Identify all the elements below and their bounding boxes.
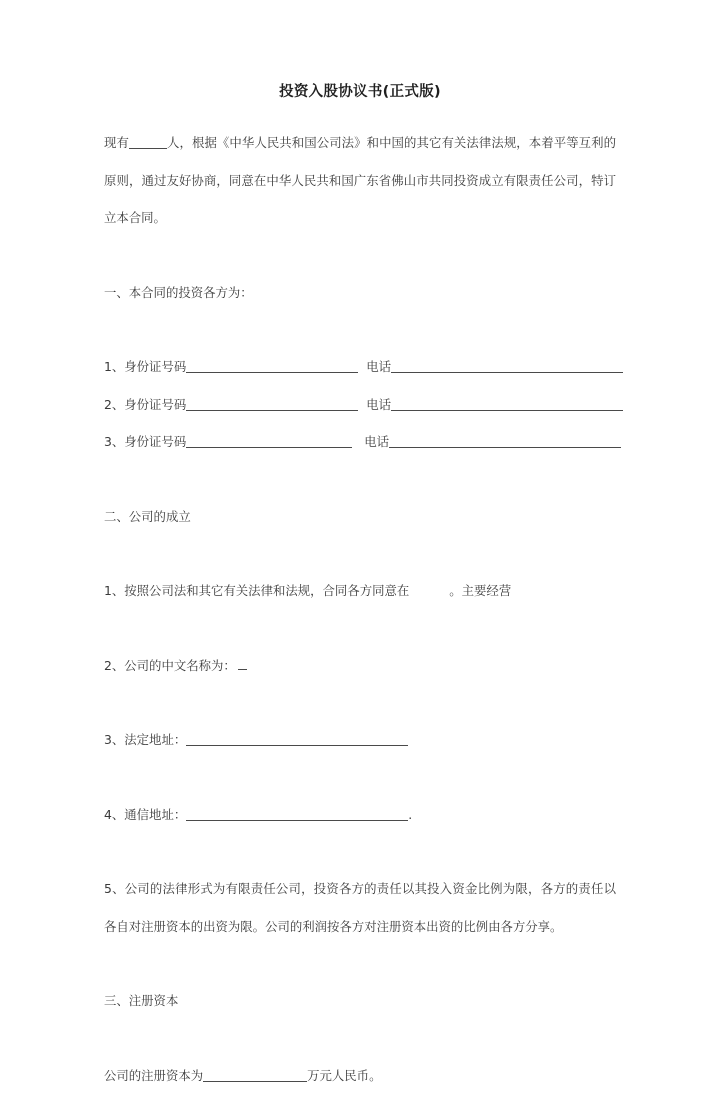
spacer — [104, 684, 616, 721]
mailing-address-blank[interactable] — [186, 808, 408, 821]
section-three-heading: 三、注册资本 — [104, 993, 179, 1009]
item-1-text-after: 。主要经营 — [449, 583, 512, 599]
id-number-blank-2[interactable] — [186, 398, 358, 411]
party-count-blank[interactable] — [129, 137, 167, 150]
spacer — [104, 610, 616, 647]
capital-text-after: 万元人民币。 — [307, 1067, 382, 1083]
party-index-2: 2、 — [104, 396, 125, 412]
id-label-3: 身份证号码 — [124, 434, 187, 450]
phone-blank-1[interactable] — [391, 361, 623, 374]
section-two-item-5: 5、公司的法律形式为有限责任公司，投资各方的责任以其投入资金比例为限，各方的责任以各自对注册资本的出资为限。公司的利润按各方对注册资本出资的比例由各方分享。 — [104, 881, 616, 934]
phone-blank-3[interactable] — [389, 436, 621, 449]
intro-text-before-blank: 现有 — [104, 135, 129, 151]
id-number-blank-3[interactable] — [186, 436, 352, 449]
spacer — [104, 759, 616, 796]
legal-address-blank[interactable] — [186, 734, 408, 747]
registered-capital-blank[interactable] — [203, 1069, 307, 1082]
legal-address-label: 3、法定地址： — [104, 732, 187, 748]
section-two-item-2 — [104, 647, 616, 685]
registered-capital-line — [104, 1057, 616, 1094]
id-label-1: 身份证号码 — [124, 359, 187, 375]
phone-label-3: 电话 — [364, 434, 390, 450]
page-title: 投资入股协议书(正式版) — [279, 84, 441, 100]
party-row-1 — [104, 348, 616, 386]
company-name-blank[interactable] — [238, 660, 247, 670]
phone-blank-2[interactable] — [391, 398, 623, 411]
phone-label-2: 电话 — [366, 396, 392, 412]
section-two-item-4 — [104, 796, 616, 834]
section-two-item-1 — [104, 572, 616, 610]
id-label-2: 身份证号码 — [124, 396, 187, 412]
mailing-address-suffix: . — [408, 806, 413, 822]
party-index-1: 1、 — [104, 359, 125, 375]
intro-text-after-blank: 人，根据《中华人民共和国公司法》和中国的其它有关法律法规，本着平等互利的原则，通过友好协商，同意在中华人民共和国广东省佛山市共同投资成立有限责任公司，特订立本合同。 — [104, 135, 617, 226]
item-1-text-before: 1、按照公司法和其它有关法律和法规，合同各方同意在 — [104, 583, 410, 599]
spacer — [104, 833, 616, 870]
party-row-2 — [104, 386, 616, 424]
id-number-blank-1[interactable] — [186, 361, 358, 374]
mailing-address-label: 4、通信地址： — [104, 806, 187, 822]
spacer — [104, 535, 616, 572]
section-two-heading: 二、公司的成立 — [104, 508, 191, 524]
document-body — [104, 0, 616, 1094]
capital-text-before: 公司的注册资本为 — [104, 1067, 204, 1083]
spacer — [104, 461, 616, 498]
spacer — [104, 1020, 616, 1057]
spacer — [104, 311, 616, 348]
spacer — [104, 945, 616, 982]
phone-label-1: 电话 — [366, 359, 392, 375]
party-row-3 — [104, 423, 616, 461]
party-index-3: 3、 — [104, 434, 125, 450]
section-one-heading: 一、本合同的投资各方为： — [104, 284, 253, 300]
section-two-item-3 — [104, 721, 616, 759]
intro-paragraph — [104, 124, 616, 237]
spacer — [104, 237, 616, 274]
item-2-label: 2、公司的中文名称为： — [104, 657, 236, 673]
